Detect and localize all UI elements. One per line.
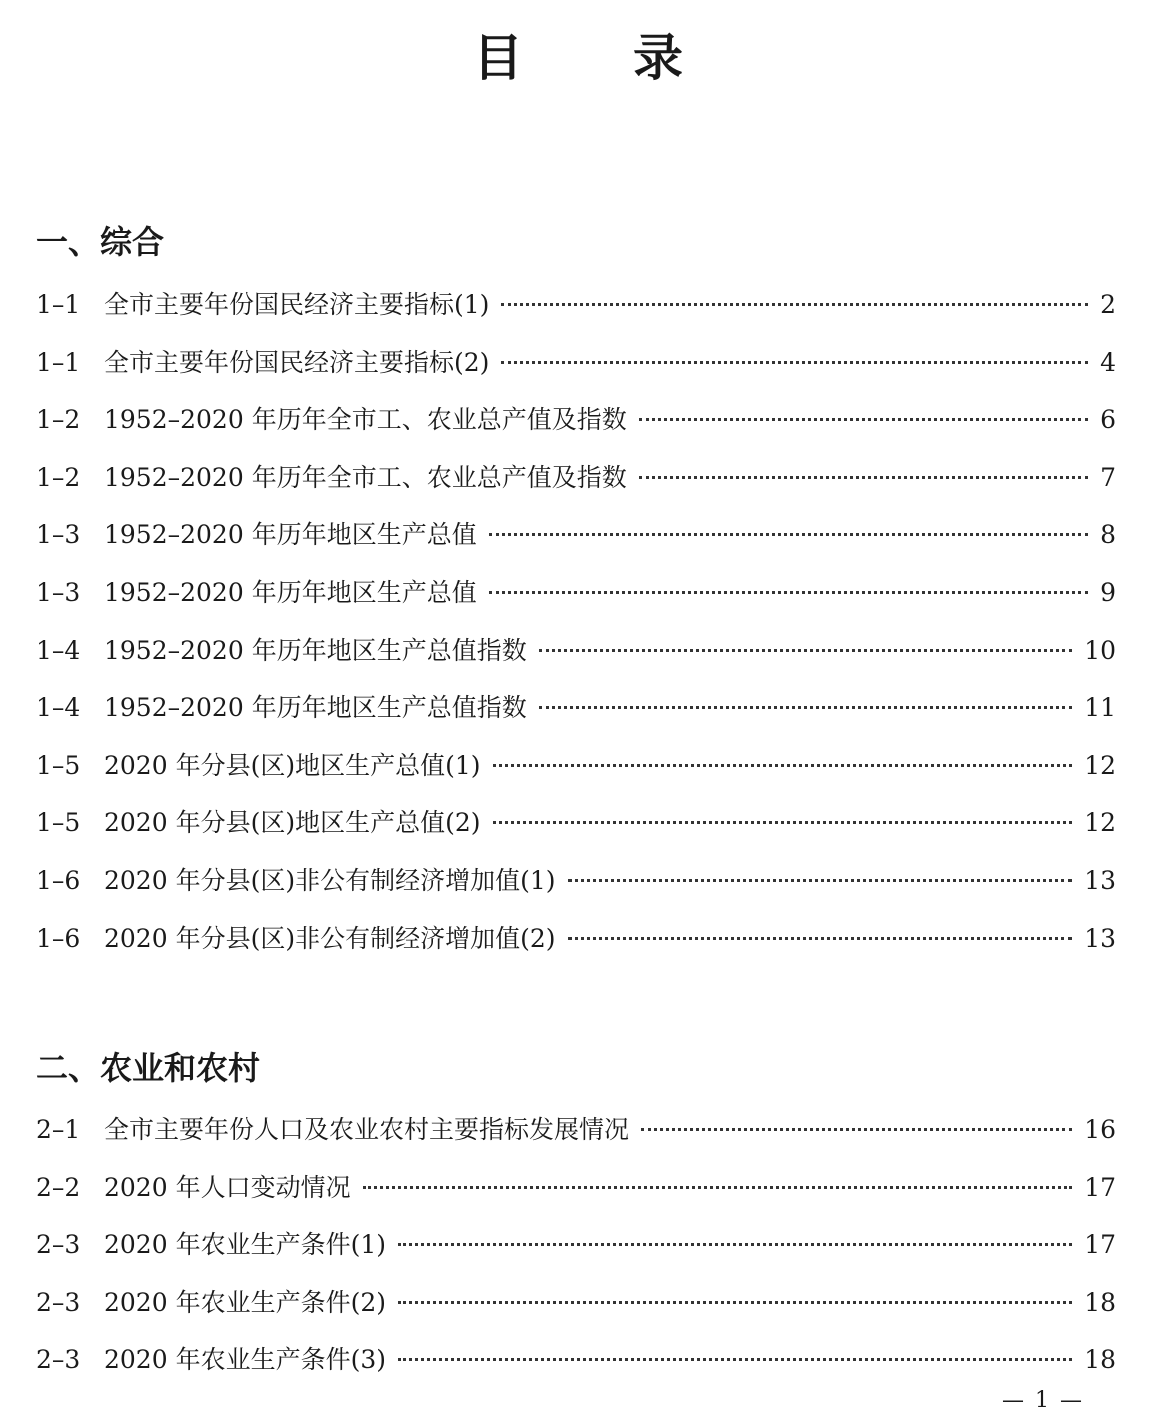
- toc-entry-title: 1952–2020 年历年全市工、农业总产值及指数: [104, 462, 627, 492]
- toc-entry-title: 1952–2020 年历年地区生产总值指数: [104, 635, 527, 665]
- dot-leader: [489, 533, 1088, 536]
- dot-leader: [398, 1243, 1072, 1246]
- toc-entry-number: 1–4: [36, 635, 81, 665]
- toc-entry-title: 2020 年分县(区)非公有制经济增加值(2): [104, 923, 556, 953]
- toc-entry-page: 13: [1084, 923, 1116, 953]
- toc-entry-number: 1–2: [36, 462, 81, 492]
- dot-leader: [398, 1358, 1072, 1361]
- dot-leader: [639, 418, 1088, 421]
- toc-entry-number: 1–3: [36, 577, 81, 607]
- toc-entry[interactable]: [36, 1222, 1116, 1280]
- toc-entry-number: 2–2: [36, 1172, 81, 1202]
- toc-entry[interactable]: [36, 685, 1116, 743]
- toc-entry[interactable]: [36, 628, 1116, 686]
- toc-entry-page: 12: [1084, 808, 1116, 838]
- toc-entry[interactable]: [36, 1280, 1116, 1338]
- toc-entry-page: 10: [1084, 635, 1116, 665]
- toc-entry-page: 9: [1100, 577, 1116, 607]
- toc-entry[interactable]: [36, 1107, 1116, 1165]
- toc-entry[interactable]: [36, 1165, 1116, 1223]
- toc-entry[interactable]: [36, 1337, 1116, 1395]
- toc-entry-page: 18: [1084, 1345, 1116, 1375]
- toc-entry-number: 2–3: [36, 1345, 81, 1375]
- dot-leader: [539, 706, 1072, 709]
- dot-leader: [539, 649, 1072, 652]
- toc-entry[interactable]: [36, 570, 1116, 628]
- toc-entry-number: 1–6: [36, 865, 81, 895]
- toc-entry-number: 2–3: [36, 1287, 81, 1317]
- toc-entry-title: 1952–2020 年历年地区生产总值: [104, 577, 477, 607]
- toc-entry-title: 2020 年分县(区)非公有制经济增加值(1): [104, 865, 556, 895]
- toc-entry-page: 2: [1100, 290, 1116, 319]
- toc-entry-number: 1–4: [36, 693, 81, 723]
- toc-entry-title: 2020 年农业生产条件(3): [104, 1345, 386, 1375]
- toc-entry-number: 1–2: [36, 405, 81, 435]
- toc-entry-title: 全市主要年份人口及农业农村主要指标发展情况: [104, 1115, 630, 1144]
- toc-entry-page: 16: [1084, 1115, 1116, 1144]
- toc-entry-page: 13: [1084, 865, 1116, 895]
- toc-entry-page: 17: [1084, 1172, 1116, 1202]
- toc-entry-page: 12: [1084, 750, 1116, 780]
- dot-leader: [639, 476, 1088, 479]
- toc-entry-title: 全市主要年份国民经济主要指标(2): [104, 347, 490, 377]
- toc-entry-title: 2020 年分县(区)地区生产总值(1): [104, 750, 481, 780]
- toc-entry-page: 8: [1100, 520, 1116, 550]
- toc-entry[interactable]: [36, 743, 1116, 801]
- toc-entry-page: 6: [1100, 405, 1116, 435]
- toc-entry-title: 2020 年人口变动情况: [104, 1172, 351, 1202]
- dot-leader: [641, 1128, 1072, 1131]
- toc-entry-title: 1952–2020 年历年全市工、农业总产值及指数: [104, 405, 627, 435]
- toc-entry-page: 17: [1084, 1230, 1116, 1260]
- dot-leader: [489, 591, 1088, 594]
- toc-entry-number: 2–1: [36, 1115, 81, 1144]
- page-title: [0, 18, 1156, 90]
- toc-entry-number: 1–5: [36, 808, 81, 838]
- toc-entry-title: 2020 年分县(区)地区生产总值(2): [104, 808, 481, 838]
- toc-entry-title: 2020 年农业生产条件(2): [104, 1287, 386, 1317]
- toc-entry-title: 全市主要年份国民经济主要指标(1): [104, 290, 490, 319]
- toc-entry-number: 1–5: [36, 750, 81, 780]
- toc-entry-number: 2–3: [36, 1230, 81, 1260]
- toc-entry-title: 2020 年农业生产条件(1): [104, 1230, 386, 1260]
- section-heading-1: 一、综合: [36, 223, 165, 261]
- toc-entry[interactable]: [36, 397, 1116, 455]
- page-title-part-1: 目: [473, 29, 523, 87]
- dot-leader: [493, 821, 1073, 824]
- toc-entry-number: 1–3: [36, 520, 81, 550]
- toc-list-section-2: [36, 1107, 1116, 1395]
- dot-leader: [568, 879, 1073, 882]
- page-number-footer: — 1 —: [1002, 1388, 1084, 1413]
- section-heading-2: 二、农业和农村: [36, 1049, 261, 1087]
- toc-entry[interactable]: [36, 340, 1116, 398]
- toc-list-section-1: [36, 282, 1116, 973]
- page-title-part-2: 录: [633, 29, 683, 87]
- toc-entry-number: 1–6: [36, 923, 81, 953]
- dot-leader: [493, 764, 1073, 767]
- toc-entry[interactable]: [36, 800, 1116, 858]
- toc-entry-page: 7: [1100, 462, 1116, 492]
- toc-entry-page: 4: [1100, 347, 1116, 377]
- toc-entry[interactable]: [36, 916, 1116, 974]
- toc-entry-number: 1–1: [36, 290, 81, 319]
- toc-entry[interactable]: [36, 282, 1116, 340]
- dot-leader: [398, 1301, 1072, 1304]
- dot-leader: [501, 361, 1088, 364]
- toc-entry[interactable]: [36, 858, 1116, 916]
- toc-entry-title: 1952–2020 年历年地区生产总值指数: [104, 693, 527, 723]
- toc-entry[interactable]: [36, 512, 1116, 570]
- toc-entry[interactable]: [36, 455, 1116, 513]
- toc-entry-page: 11: [1084, 693, 1116, 723]
- dot-leader: [568, 937, 1073, 940]
- dot-leader: [501, 303, 1088, 306]
- toc-entry-page: 18: [1084, 1287, 1116, 1317]
- toc-entry-number: 1–1: [36, 347, 81, 377]
- dot-leader: [363, 1186, 1073, 1189]
- toc-entry-title: 1952–2020 年历年地区生产总值: [104, 520, 477, 550]
